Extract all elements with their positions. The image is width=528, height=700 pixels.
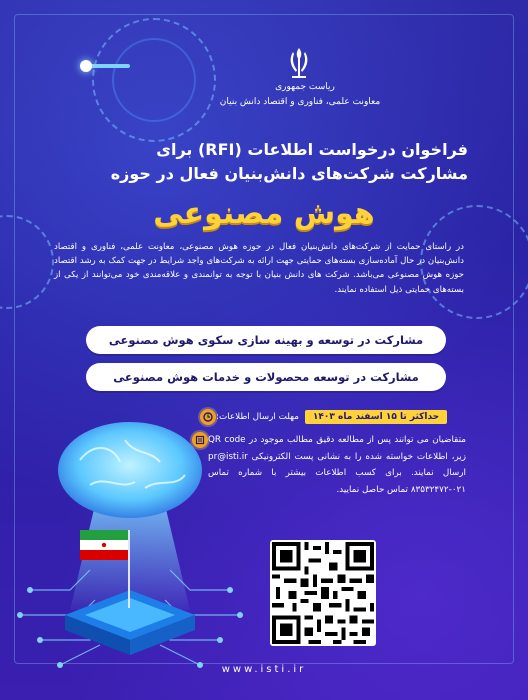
option-pill-products [86, 363, 446, 391]
title-line-1: فراخوان درخواست اطلاعات (RFI) برای [156, 140, 468, 159]
decorative-dot [80, 60, 92, 72]
org-line-2: معاونت علمی، فناوری و اقتصاد دانش بنیان [219, 97, 381, 107]
website-url: www.isti.ir [221, 664, 307, 675]
hero-title: هوش مصنوعی [153, 196, 375, 231]
emblem-icon [284, 46, 314, 80]
qr-code[interactable] [270, 540, 376, 646]
org-line-1: ریاست جمهوری [275, 82, 335, 92]
deadline-value: حداکثر تا ۱۵ اسفند ماه ۱۴۰۳ [305, 410, 447, 424]
option-label: مشارکت در توسعه محصولات و خدمات هوش مصنوعی [113, 370, 419, 384]
decorative-ring [112, 38, 196, 122]
brain-chip-illustration [0, 400, 260, 690]
option-label: مشارکت در توسعه و بهینه سازی سکوی هوش مصنوعی [108, 333, 424, 347]
title-line-2: مشارکت شرکت‌های دانش‌بنیان فعال در حوزه [110, 164, 468, 183]
intro-paragraph: در راستای حمایت از شرکت‌های دانش‌بنیان فعال در حوزه هوش مصنوعی، معاونت علمی، فناوری و اقتصاد دانش‌بنیان در حال آماده‌سازی بسته‌های حمایتی جهت ارائه به شرکت‌های واجد شرایط در جهت کمک به رشد اقتصاد حوزه هوش مصنوعی می‌باشد. شرکت های دانش بنیان با توجه به توانمندی و علاقه‌مندی خود می‌توانند از یکی از بسته‌های حمایتی ذیل استفاده نمایند. [54, 242, 464, 295]
deadline-label: مهلت ارسال اطلاعات: [216, 412, 299, 422]
instructions-text: متقاضیان می توانند پس از مطالعه دقیق مطالب موجود در QR code زیر، اطلاعات خواسته شده را به نشانی پست الکترونیکی pr@isti.ir ارسال نمایند. برای کسب اطلاعات بیشتر با شماره تماس ۰۲۱-۸۳۵۳۲۴۷۲ تماس حاصل نمایید. [208, 435, 466, 495]
option-pill-platform [86, 326, 446, 354]
